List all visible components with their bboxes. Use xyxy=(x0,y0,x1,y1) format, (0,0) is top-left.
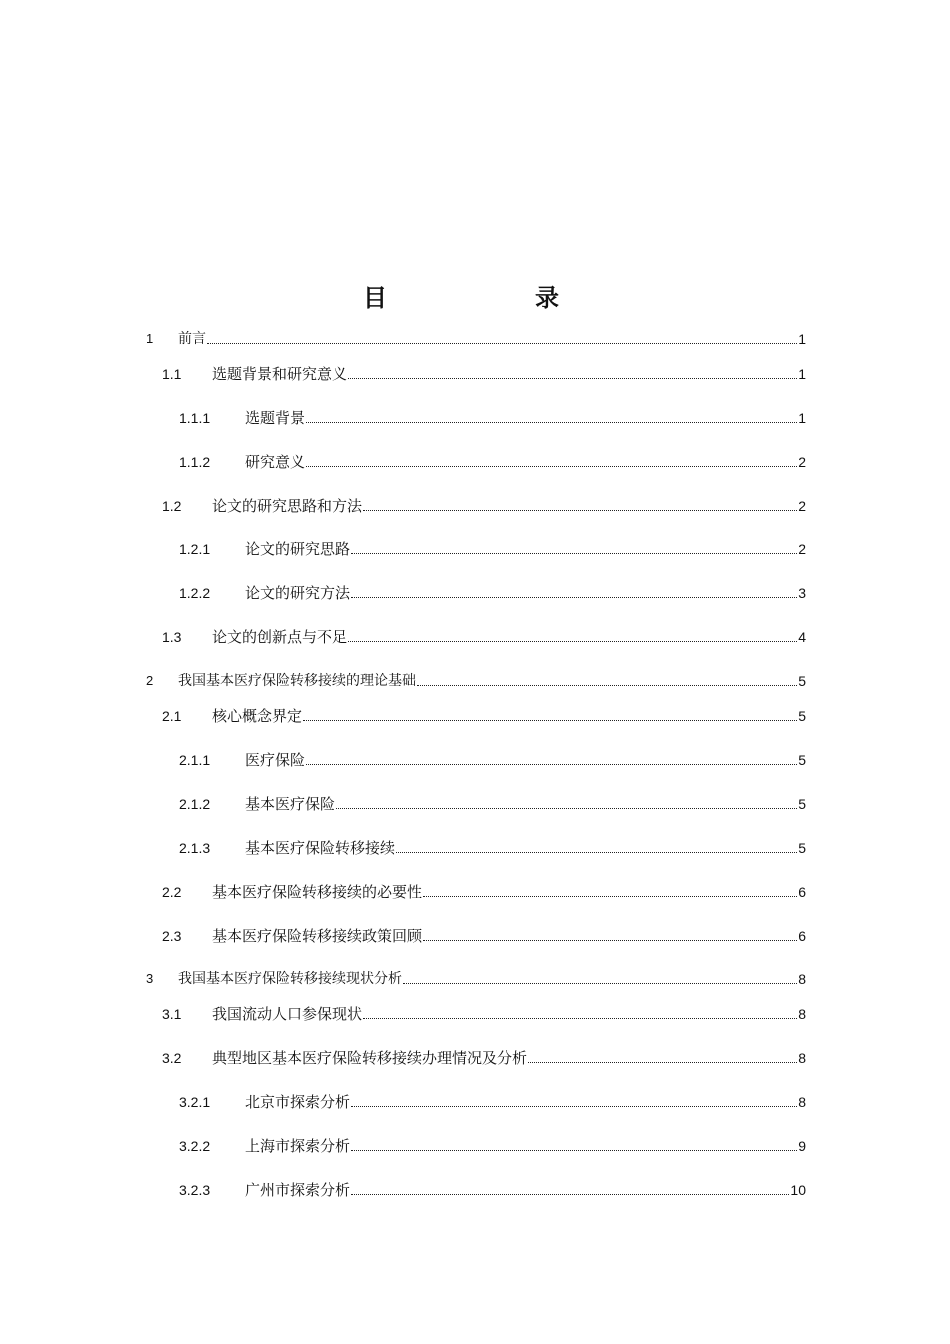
toc-entry-page: 10 xyxy=(790,1182,806,1198)
toc-entry-number: 3.2.2 xyxy=(179,1138,211,1154)
toc-entry-page: 5 xyxy=(798,752,806,768)
toc-entry-label: 基本医疗保险转移接续 xyxy=(245,839,396,857)
leader-dots xyxy=(423,940,797,941)
toc-entry-number: 3.2 xyxy=(162,1050,182,1066)
toc-entry-page: 1 xyxy=(798,410,806,426)
toc-entry-page: 8 xyxy=(798,1006,806,1022)
leader-dots xyxy=(351,1150,797,1151)
toc-entry-label: 广州市探索分析 xyxy=(245,1181,351,1199)
toc-title: 目 录 xyxy=(363,284,621,312)
toc-entry-label: 医疗保险 xyxy=(245,751,306,769)
toc-entry[interactable] xyxy=(179,792,806,814)
toc-entry-label: 论文的创新点与不足 xyxy=(212,628,348,646)
toc-entry-label: 北京市探索分析 xyxy=(245,1093,351,1111)
toc-entry[interactable] xyxy=(146,327,806,349)
leader-dots xyxy=(306,422,797,423)
toc-entry-number: 1.2.1 xyxy=(179,541,211,557)
toc-entry[interactable] xyxy=(162,494,806,516)
toc-entry-label: 选题背景和研究意义 xyxy=(212,365,348,383)
toc-entry-number: 2.2 xyxy=(162,884,182,900)
toc-entry-number: 1.3 xyxy=(162,629,182,645)
toc-entry[interactable] xyxy=(179,537,806,559)
leader-dots xyxy=(306,764,797,765)
leader-dots xyxy=(363,510,797,511)
leader-dots xyxy=(351,1106,797,1107)
toc-entry-number: 2.1.2 xyxy=(179,796,211,812)
toc-entry-number: 1.1.2 xyxy=(179,454,211,470)
leader-dots xyxy=(207,343,797,344)
leader-dots xyxy=(528,1062,797,1063)
toc-entry[interactable] xyxy=(162,924,806,946)
toc-entry[interactable] xyxy=(179,1178,806,1200)
toc-entry-label: 选题背景 xyxy=(245,409,306,427)
leader-dots xyxy=(363,1018,797,1019)
toc-entry[interactable] xyxy=(179,748,806,770)
toc-entry[interactable] xyxy=(162,704,806,726)
toc-entry[interactable] xyxy=(179,1134,806,1156)
toc-entry-number: 3.2.3 xyxy=(179,1182,211,1198)
toc-entry-label: 前言 xyxy=(178,331,206,347)
toc-entry-number: 3.2.1 xyxy=(179,1094,211,1110)
toc-entry[interactable] xyxy=(179,581,806,603)
toc-entry-page: 9 xyxy=(798,1138,806,1154)
leader-dots xyxy=(417,685,797,686)
leader-dots xyxy=(423,896,797,897)
toc-entry-label: 基本医疗保险转移接续政策回顾 xyxy=(212,927,423,945)
leader-dots xyxy=(303,720,797,721)
toc-entry[interactable] xyxy=(146,967,806,989)
toc-entry[interactable] xyxy=(162,1002,806,1024)
toc-entry-page: 8 xyxy=(798,1050,806,1066)
toc-entry-number: 2 xyxy=(146,673,154,688)
toc-entry-label: 论文的研究思路和方法 xyxy=(212,497,363,515)
leader-dots xyxy=(351,553,797,554)
toc-entry-label: 核心概念界定 xyxy=(212,707,303,725)
toc-entry-number: 1.1.1 xyxy=(179,410,211,426)
toc-entry-page: 3 xyxy=(798,585,806,601)
leader-dots xyxy=(351,1194,789,1195)
toc-entry-number: 2.1.3 xyxy=(179,840,211,856)
toc-entry[interactable] xyxy=(179,1090,806,1112)
toc-entry-page: 4 xyxy=(798,629,806,645)
toc-entry-page: 8 xyxy=(798,971,806,987)
toc-entry-page: 2 xyxy=(798,498,806,514)
toc-entry-page: 1 xyxy=(798,331,806,347)
toc-entry-page: 5 xyxy=(798,796,806,812)
toc-entry-number: 1.2 xyxy=(162,498,182,514)
toc-entry-label: 基本医疗保险转移接续的必要性 xyxy=(212,883,423,901)
toc-entry[interactable] xyxy=(162,362,806,384)
toc-entry[interactable] xyxy=(179,836,806,858)
leader-dots xyxy=(348,641,797,642)
toc-entry-page: 5 xyxy=(798,840,806,856)
leader-dots xyxy=(336,808,797,809)
toc-entry-page: 6 xyxy=(798,884,806,900)
leader-dots xyxy=(348,378,797,379)
toc-entry[interactable] xyxy=(162,880,806,902)
toc-entry-label: 研究意义 xyxy=(245,453,306,471)
toc-entry-page: 1 xyxy=(798,366,806,382)
toc-entry[interactable] xyxy=(162,1046,806,1068)
toc-entry[interactable] xyxy=(146,669,806,691)
toc-entry-page: 8 xyxy=(798,1094,806,1110)
toc-entry-number: 2.3 xyxy=(162,928,182,944)
toc-entry-number: 3.1 xyxy=(162,1006,182,1022)
toc-entry-number: 1.2.2 xyxy=(179,585,211,601)
toc-entry-label: 我国基本医疗保险转移接续现状分析 xyxy=(178,971,402,987)
toc-entry[interactable] xyxy=(179,450,806,472)
toc-entry-label: 基本医疗保险 xyxy=(245,795,336,813)
leader-dots xyxy=(396,852,797,853)
toc-entry-page: 2 xyxy=(798,541,806,557)
toc-entry-label: 我国流动人口参保现状 xyxy=(212,1005,363,1023)
toc-entry-number: 3 xyxy=(146,971,154,986)
toc-entry-page: 6 xyxy=(798,928,806,944)
toc-entry-number: 1 xyxy=(146,331,154,346)
toc-entry-page: 5 xyxy=(798,708,806,724)
toc-entry-label: 我国基本医疗保险转移接续的理论基础 xyxy=(178,673,416,689)
toc-entry-label: 论文的研究思路 xyxy=(245,540,351,558)
leader-dots xyxy=(306,466,797,467)
toc-entry[interactable] xyxy=(179,406,806,428)
toc-entry-label: 论文的研究方法 xyxy=(245,584,351,602)
toc-entry-number: 2.1.1 xyxy=(179,752,211,768)
leader-dots xyxy=(351,597,797,598)
toc-entry-page: 2 xyxy=(798,454,806,470)
toc-entry-label: 上海市探索分析 xyxy=(245,1137,351,1155)
toc-entry-number: 2.1 xyxy=(162,708,182,724)
leader-dots xyxy=(403,983,797,984)
toc-entry-number: 1.1 xyxy=(162,366,182,382)
toc-entry-label: 典型地区基本医疗保险转移接续办理情况及分析 xyxy=(212,1049,528,1067)
toc-entry[interactable] xyxy=(162,625,806,647)
toc-entry-page: 5 xyxy=(798,673,806,689)
